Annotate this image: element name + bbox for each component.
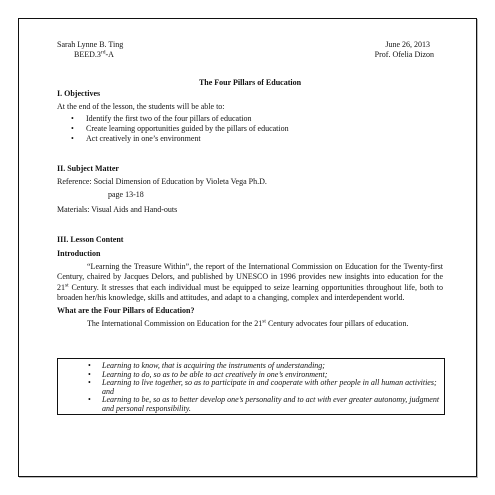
objectives-list bbox=[57, 114, 443, 145]
advocate-text-part-2: Century advocates four pillars of education. bbox=[265, 319, 409, 329]
objectives-heading: I. Objectives bbox=[57, 89, 101, 99]
reference-pages: page 13-18 bbox=[108, 190, 144, 200]
advocate-text-part-1: The International Commission on Education for the 21 bbox=[87, 319, 263, 329]
subject-matter-heading: II. Subject Matter bbox=[57, 163, 119, 173]
intro-sup: st bbox=[65, 282, 69, 289]
pillar-item: • Learning to live together, so as to participate in and cooperate with other people in all human activities; and bbox=[88, 379, 444, 396]
advocate-sup: st bbox=[262, 318, 266, 325]
lesson-content-heading: III. Lesson Content bbox=[57, 235, 124, 245]
objective-item: • Identify the first two of the four pillars of education bbox=[71, 114, 443, 124]
date: June 26, 2013 bbox=[385, 40, 430, 49]
reference-line: Reference: Social Dimension of Education by Violeta Vega Ph.D. bbox=[57, 177, 267, 187]
pillar-item: • Learning to do, so as to be able to act creatively in one’s environment; bbox=[88, 371, 444, 380]
pillar-item: • Learning to know, that is acquiring the instruments of understanding; bbox=[88, 362, 444, 371]
header-row-2 bbox=[57, 50, 443, 60]
course-section bbox=[57, 50, 114, 60]
objective-item: • Act creatively in one’s environment bbox=[71, 134, 443, 144]
course-prefix: BEED.3 bbox=[74, 50, 101, 60]
course-sup: rd bbox=[100, 49, 106, 56]
introduction-heading: Introduction bbox=[57, 248, 101, 258]
professor-name: Prof. Ofelia Dizon bbox=[374, 50, 434, 60]
intro-text-part-2: Century. It stresses that each individual must be equipped to seize learning opportunities throughout life, both to broaden her/his knowledge, skills and attitudes, and adapt to a changing, complex and interdependent world. bbox=[57, 282, 443, 303]
objective-item: • Create learning opportunities guided by the pillars of education bbox=[71, 124, 443, 134]
pillar-item: • Learning to be, so as to better develop one’s personality and to act with ever greater autonomy, judgment and personal responsibility. bbox=[88, 396, 444, 413]
four-pillars-question-heading: What are the Four Pillars of Education? bbox=[57, 305, 195, 315]
pillars-list bbox=[58, 362, 444, 414]
lesson-plan-body bbox=[57, 40, 443, 330]
materials-line: Materials: Visual Aids and Hand-outs bbox=[57, 204, 178, 214]
introduction-paragraph bbox=[57, 262, 443, 304]
course-suffix: -A bbox=[105, 50, 114, 60]
header-row-1 bbox=[57, 40, 443, 50]
pillars-box bbox=[57, 358, 445, 415]
document-title: The Four Pillars of Education bbox=[198, 77, 302, 87]
author-name: Sarah Lynne B. Ting bbox=[57, 40, 124, 49]
objectives-intro: At the end of the lesson, the students will be able to: bbox=[57, 101, 225, 111]
advocate-paragraph bbox=[57, 319, 443, 329]
intro-text-part-1: “Learning the Treasure Within”, the report of the International Commission on Education for the Twenty-first Century, chaired by Jacques Delors, and published by UNESCO in 1996 provides new insights into education for the 21 bbox=[57, 262, 443, 292]
